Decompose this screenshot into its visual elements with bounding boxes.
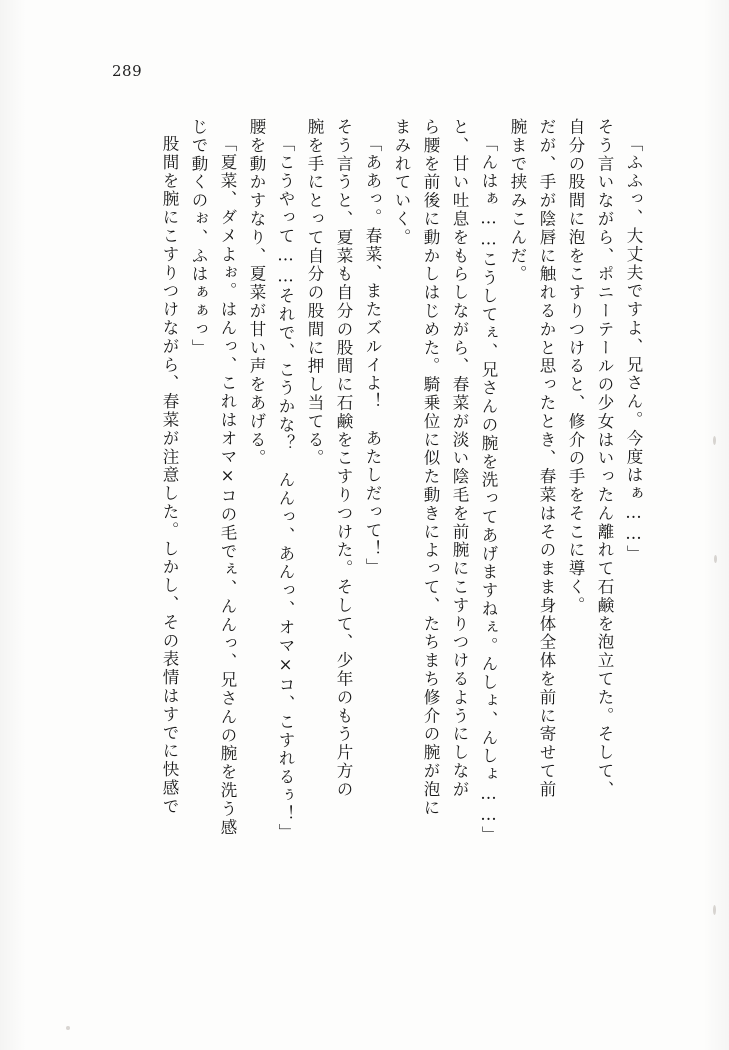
text-column: 「ああっ。春菜、またズルイよ！ あたしだって！」: [363, 135, 382, 577]
text-column: 自分の股間に泡をこすりつけると、修介の手をそこに導く。: [566, 118, 585, 615]
scan-speck: [713, 905, 716, 915]
text-column: ら腰を前後に動かしはじめた。騎乗位に似た動きによって、たちまち修介の腕が泡に: [421, 118, 440, 818]
scan-speck: [713, 436, 716, 445]
page-left-edge-shadow: [0, 0, 26, 1050]
text-column: 股間を腕にこすりつけながら、春菜が注意した。しかし、その表情はすでに快感で: [160, 135, 179, 816]
text-column: 「夏菜、ダメよぉ。はんっ、これはオマ×コの毛でぇ、んんっ、兄さんの腕を洗う感: [218, 135, 237, 837]
text-column: 腕まで挟みこんだ。: [508, 118, 527, 284]
text-column: 「ふふっ、大丈夫ですよ、兄さん。今度はぁ……」: [624, 135, 643, 564]
text-column: 「んはぁ……こうしてぇ、兄さんの腕を洗ってあげますねぇ。んしょ、んしょ……」: [479, 135, 498, 845]
page-number: 289: [112, 62, 143, 80]
text-column: じで動くのぉ、ふはぁぁっ」: [189, 118, 208, 358]
text-column: と、甘い吐息をもらしながら、春菜が淡い陰毛を前腕にこすりつけるようにしなが: [450, 118, 469, 799]
text-column: 腕を手にとって自分の股間に押し当てる。: [305, 118, 324, 468]
page-right-edge-shadow: [703, 0, 729, 1050]
text-column: 「こうやって……それで、こうかな？ んんっ、あんっ、オマ×コ、こすれるぅ！」: [276, 135, 295, 842]
text-column: だが、手が陰唇に触れるかと思ったとき、春菜はそのまま身体全体を前に寄せて前: [537, 118, 556, 799]
text-column: まみれていく。: [392, 118, 411, 247]
scan-speck: [714, 555, 717, 563]
text-column: そう言いながら、ポニーテールの少女はいったん離れて石鹸を泡立てた。そして、: [595, 118, 614, 799]
body-text-columns: [88, 118, 641, 978]
scan-speck: [66, 1026, 70, 1030]
text-column: そう言うと、夏菜も自分の股間に石鹸をこすりつけた。そして、少年のもう片方の: [334, 118, 353, 799]
text-column: 腰を動かすなり、夏菜が甘い声をあげる。: [247, 118, 266, 468]
